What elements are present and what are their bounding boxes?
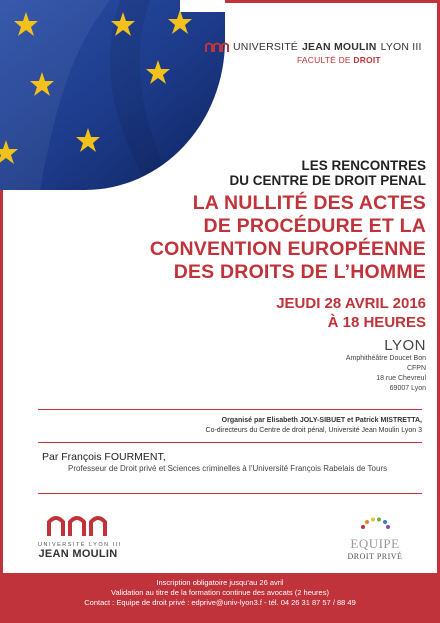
logo-big-text: JEAN MOULIN xyxy=(38,548,118,560)
event-title-line: CONVENTION EUROPÉENNE xyxy=(149,238,426,260)
university-line xyxy=(205,41,427,53)
event-subtitle-line-2: DU CENTRE DE DROIT PENAL xyxy=(229,173,426,188)
speaker-description: Professeur de Droit privé et Sciences criminelles à l’Université François Rabelais de Tours xyxy=(68,464,388,473)
jean-moulin-logo xyxy=(38,514,122,560)
logo-equipe-text: EQUIPE xyxy=(350,536,400,551)
organizers-roles: Co-directeurs du Centre de droit pénal, Université Jean Moulin Lyon 3 xyxy=(205,427,422,434)
logo-droit-prive-text: DROIT PRIVÉ xyxy=(347,552,403,561)
event-date-line-1: JEUDI 28 AVRIL 2016 xyxy=(276,295,426,312)
venue-line: 69007 Lyon xyxy=(389,385,426,392)
organizers-intro: Organisé par Elisabeth JOLY-SIBUET et Patrick MISTRETTA, xyxy=(221,417,422,424)
event-title-line: DES DROITS DE L’HOMME xyxy=(173,261,426,283)
organizers xyxy=(130,416,422,436)
event-date xyxy=(130,294,426,332)
faculty-name: DROIT xyxy=(353,55,381,65)
event-venue xyxy=(130,354,426,394)
event-title-block xyxy=(130,158,426,394)
university-suffix: LYON III xyxy=(380,41,422,53)
event-subtitle-line-1: LES RENCONTRES xyxy=(301,158,426,173)
venue-line: Amphithéâtre Doucet Bon xyxy=(345,355,426,362)
logo-small-text: UNIVERSITÉ LYON III xyxy=(38,542,122,548)
dots-ring-icon xyxy=(358,517,392,531)
footer-line-2: Validation au titre de la formation continue des avocats (2 heures) xyxy=(111,588,329,597)
event-date-line-2: À 18 HEURES xyxy=(327,314,426,331)
venue-line: CFPN xyxy=(406,365,426,372)
divider-middle xyxy=(38,442,422,443)
university-header xyxy=(205,41,427,65)
university-arches-icon xyxy=(47,514,109,536)
faculty-line xyxy=(297,55,427,65)
footer-line-1: Inscription obligatoire jusqu’au 26 avril xyxy=(156,578,284,587)
footer-line-3: Contact : Equipe de droit privé : edprive@univ-lyon3.f - tél. 04 26 31 87 57 / 88 49 xyxy=(84,598,356,607)
event-title-line: DE PROCÉDURE ET LA xyxy=(203,215,426,237)
event-city: LYON xyxy=(384,337,426,354)
event-title-line: LA NULLITÉ DES ACTES xyxy=(192,192,426,214)
venue-line: 18 rue Chevreul xyxy=(376,375,426,382)
divider-top xyxy=(38,409,422,410)
university-logo-icon xyxy=(205,42,229,52)
footer-band xyxy=(0,573,440,623)
divider-bottom xyxy=(38,493,422,494)
faculty-prefix: FACULTÉ DE xyxy=(297,55,351,65)
speaker-name: Par François FOURMENT, xyxy=(42,451,166,463)
equipe-droit-prive-logo xyxy=(340,517,410,561)
event-title xyxy=(130,192,426,284)
university-prefix: UNIVERSITÉ xyxy=(233,41,299,53)
speaker xyxy=(42,451,422,474)
university-name: JEAN MOULIN xyxy=(302,41,377,53)
